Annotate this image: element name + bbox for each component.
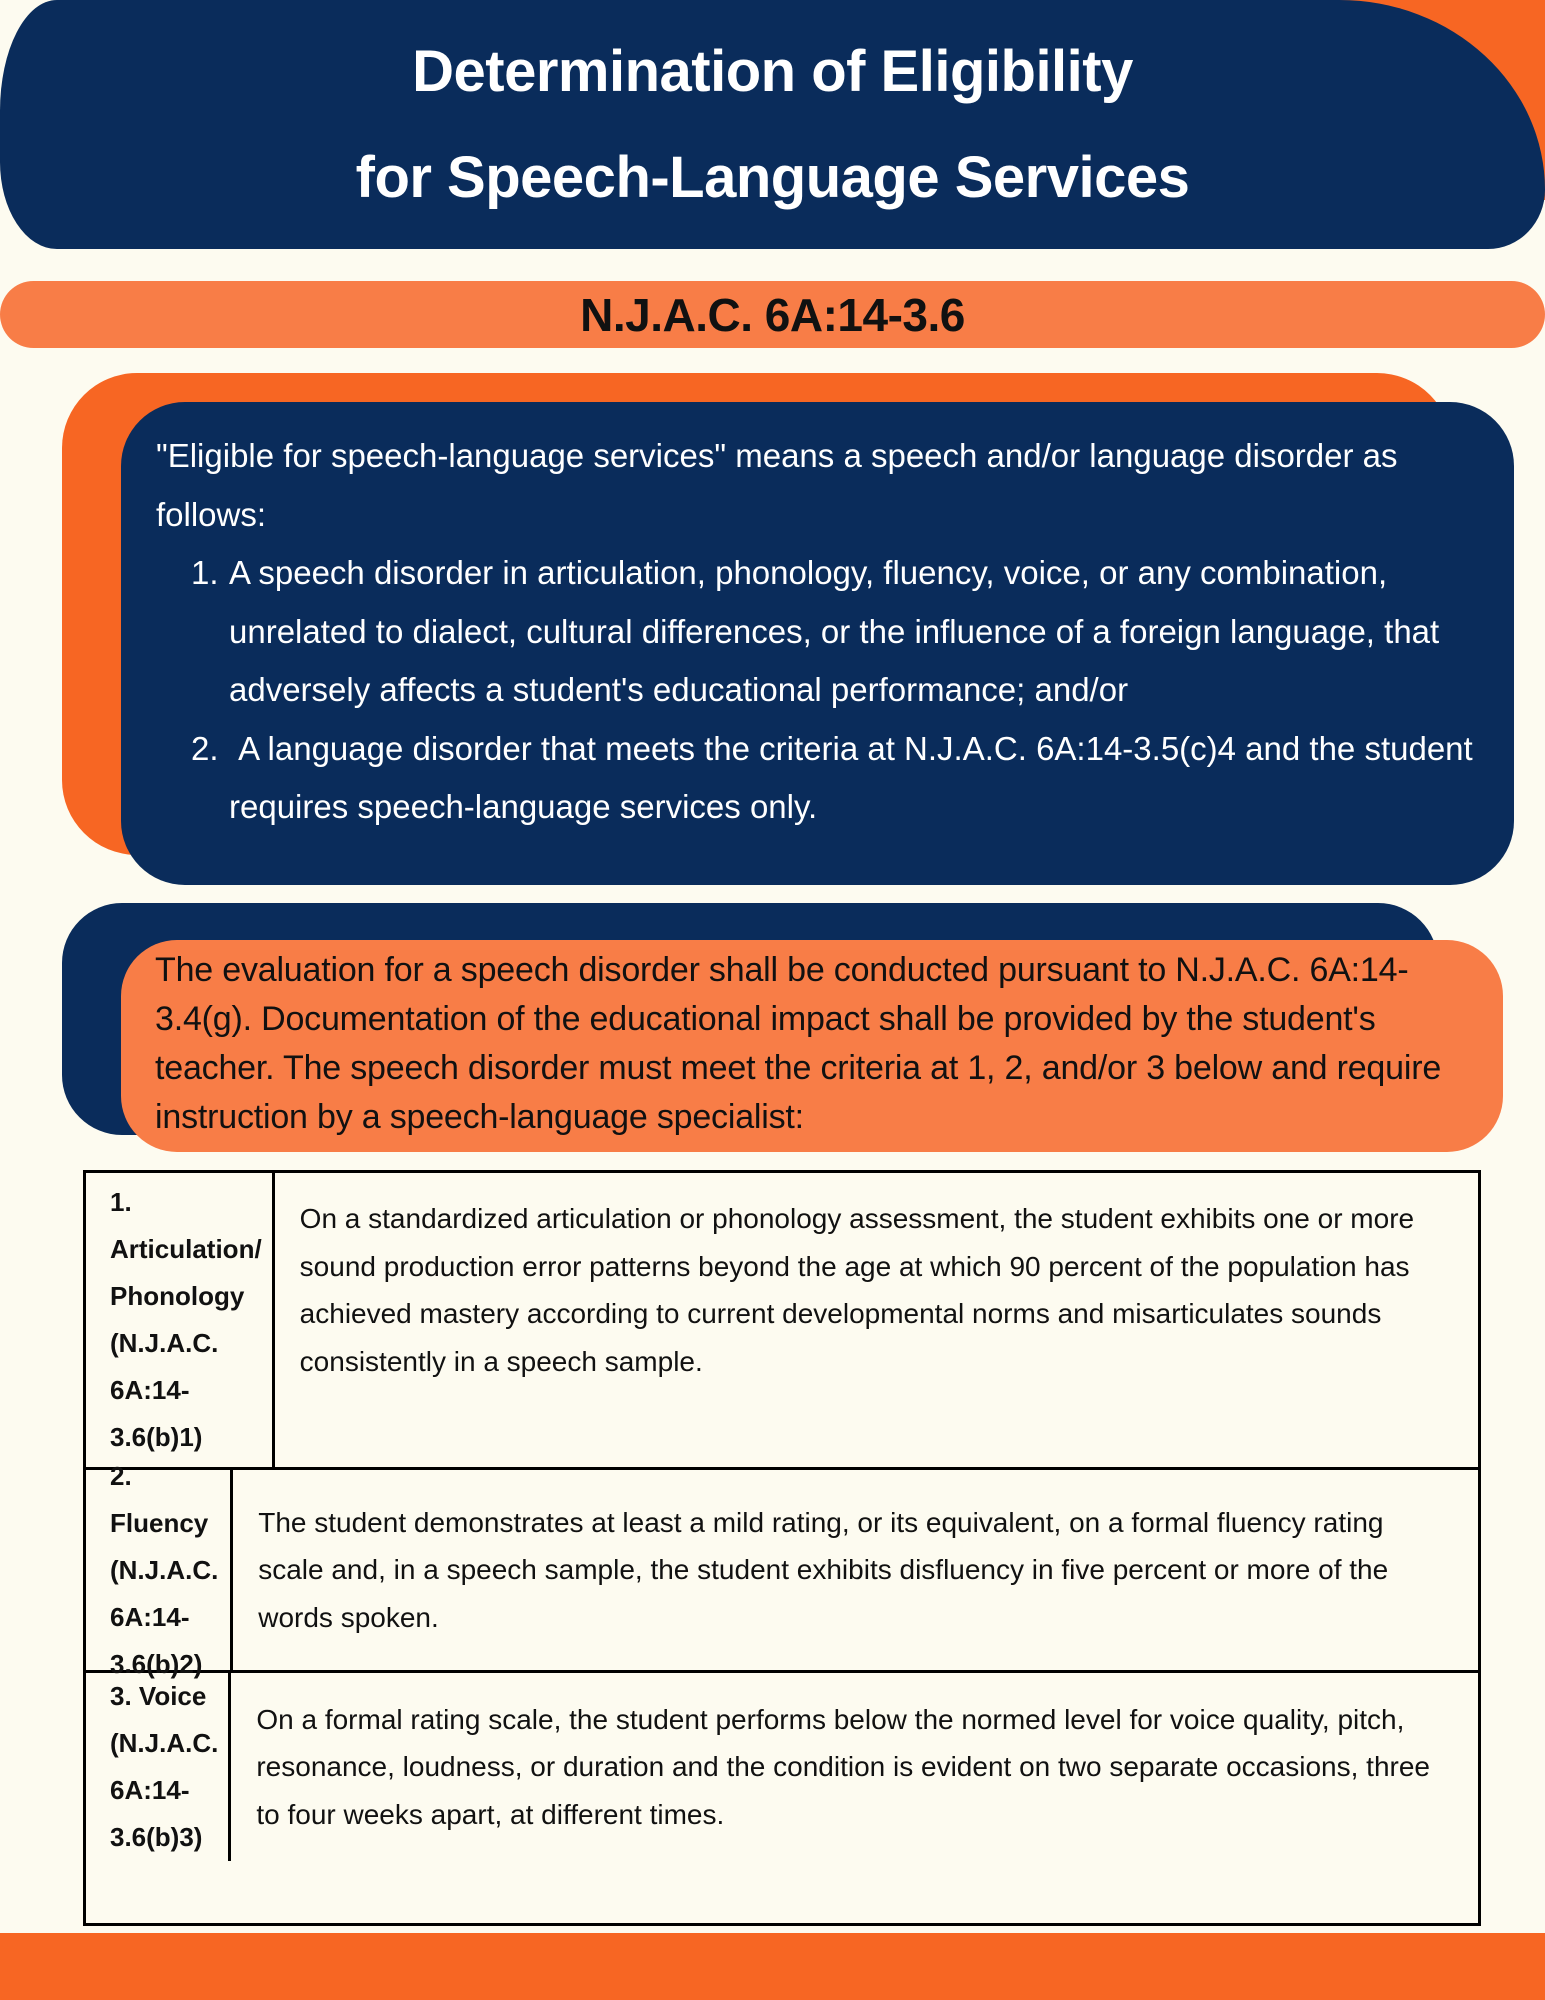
definition-item-number: 2. [191, 729, 219, 767]
evaluation-note: The evaluation for a speech disorder shall be conducted pursuant to N.J.A.C. 6A:14-3.4(g). Documentation of the educational impact shall be provided by the student's teacher. The speech disorder must meet the criteria at 1, 2, and/or 3 below and require instruction by a speech-language specialist: [155, 951, 1442, 1136]
page-title-line-2: for Speech-Language Services [355, 144, 1190, 210]
definition-item-text: A speech disorder in articulation, phonology, fluency, voice, or any combination, unrelated to dialect, cultural differences, or the influence of a foreign language, that adversely affects a student's educational performance; and/or [229, 554, 1440, 708]
definition-item [156, 544, 1474, 720]
table-row [86, 1173, 1478, 1470]
definition-item-number: 1. [191, 554, 219, 591]
regulation-citation-banner [0, 281, 1545, 348]
definition-list [156, 544, 1482, 837]
page-title [0, 0, 1545, 249]
criteria-label: 1. Articulation/ Phonology (N.J.A.C. 6A:14-3.6(b)1) [110, 1187, 262, 1452]
criteria-label-cell [86, 1460, 233, 1679]
criteria-label: 3. Voice (N.J.A.C. 6A:14-3.6(b)3) [110, 1681, 219, 1852]
definition-item-text: A language disorder that meets the criteria at N.J.A.C. 6A:14-3.5(c)4 and the student requires speech-language services only. [229, 729, 1482, 825]
criteria-label-cell [86, 1173, 275, 1467]
page-title-line-1: Determination of Eligibility [412, 38, 1133, 104]
criteria-description: On a standardized articulation or phonology assessment, the student exhibits one or more sound production error patterns beyond the age at which 90 percent of the population has achieved mastery according to current developmental norms and misarticulates sounds consistently in a speech sample. [299, 1203, 1415, 1377]
criteria-label: 2. Fluency (N.J.A.C. 6A:14-3.6(b)2) [110, 1460, 219, 1679]
criteria-table [83, 1170, 1481, 1926]
criteria-description-cell [231, 1673, 1478, 1861]
table-row [86, 1673, 1478, 1861]
criteria-description-cell [275, 1173, 1478, 1467]
footer-band [0, 1933, 1545, 2000]
definition-intro: "Eligible for speech-language services" means a speech and/or language disorder as follows: [156, 437, 1398, 533]
definition-item [156, 720, 1482, 837]
regulation-citation: N.J.A.C. 6A:14-3.6 [580, 288, 965, 341]
criteria-label-cell [86, 1673, 231, 1861]
criteria-description: On a formal rating scale, the student performs below the normed level for voice quality, pitch, resonance, loudness, or duration and the condition is evident on two separate occasions, three to four weeks apart, at different times. [256, 1703, 1430, 1830]
definition-callout [121, 402, 1514, 885]
criteria-description: The student demonstrates at least a mild rating, or its equivalent, on a formal fluency rating scale and, in a speech sample, the student exhibits disfluency in five percent or more of the words spoken. [258, 1506, 1389, 1633]
table-row [86, 1460, 1478, 1679]
evaluation-callout [121, 940, 1503, 1152]
criteria-description-cell [233, 1470, 1478, 1670]
